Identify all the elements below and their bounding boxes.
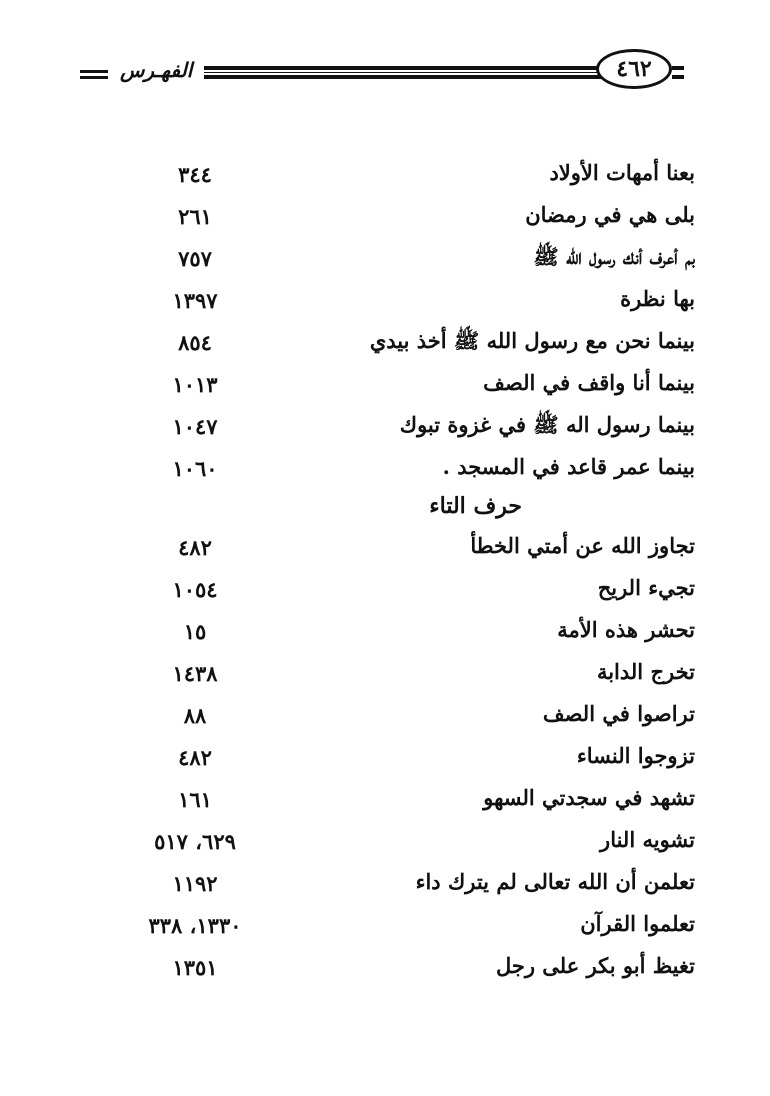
entry-page: ٧٥٧ <box>178 246 212 271</box>
entry-page: ١٦١ <box>178 787 212 812</box>
entry-text: بينما رسول اله ﷺ في غزوة تبوك <box>399 412 695 437</box>
page-number: ٤٦٢ <box>596 49 672 89</box>
entry-text: بم أعرف أنك رسول الله ﷺ <box>533 244 695 269</box>
entry-text: تجاوز الله عن أمتي الخطأ <box>470 533 695 558</box>
index-entry <box>0 785 770 825</box>
index-entry <box>0 244 770 284</box>
entry-text: تراصوا في الصف <box>542 701 695 726</box>
index-entry <box>0 412 770 452</box>
entry-text: تحشر هذه الأمة <box>557 617 695 642</box>
entry-text: بعنا أمهات الأولاد <box>549 160 695 185</box>
entry-page: ١٤٣٨ <box>172 661 218 686</box>
entry-page: ٤٨٢ <box>178 745 212 770</box>
index-entry <box>0 533 770 573</box>
entry-text: بينما عمر قاعد في المسجد . <box>442 454 695 479</box>
entry-page: ١٠٦٠ <box>172 456 218 481</box>
entry-page: ٣٤٤ <box>178 162 212 187</box>
entry-text: تزوجوا النساء <box>576 743 695 768</box>
entry-page: ١٠١٣ <box>172 372 218 397</box>
entry-page: ٨٨ <box>183 703 207 728</box>
entry-page: ٦٢٩، ٥١٧ <box>154 829 236 854</box>
entry-text: تشهد في سجدتي السهو <box>483 785 695 810</box>
entry-page: ١٥ <box>183 619 207 644</box>
entry-page: ٢٦١ <box>178 204 212 229</box>
entry-page: ١٣٣٠، ٣٣٨ <box>148 913 242 938</box>
entry-text: تغيظ أبو بكر على رجل <box>495 953 695 978</box>
entry-text: بلى هي في رمضان <box>525 202 695 227</box>
index-entry <box>0 202 770 242</box>
entry-text: تجيء الريح <box>597 575 695 600</box>
entry-text: تعلمن أن الله تعالى لم يترك داء <box>415 869 695 894</box>
entry-text: بينما نحن مع رسول الله ﷺ أخذ بيدي <box>369 328 695 353</box>
entry-page: ١٣٩٧ <box>172 288 218 313</box>
index-entry <box>0 701 770 741</box>
index-entry <box>0 575 770 615</box>
index-entry <box>0 286 770 326</box>
index-entry <box>0 617 770 657</box>
index-entry <box>0 911 770 951</box>
header-title: الفهـرس <box>120 58 193 82</box>
index-entry <box>0 743 770 783</box>
entry-text: تخرج الدابة <box>596 659 695 684</box>
entry-page: ١٠٤٧ <box>172 414 218 439</box>
entry-page: ٤٨٢ <box>178 535 212 560</box>
index-entry <box>0 953 770 993</box>
entry-text: تشويه النار <box>600 827 695 852</box>
index-entry <box>0 827 770 867</box>
index-entry <box>0 370 770 410</box>
index-entry <box>0 454 770 494</box>
entry-text: بها نظرة <box>620 286 695 311</box>
entry-page: ١٠٥٤ <box>172 577 218 602</box>
index-entry <box>0 659 770 699</box>
section-heading: حرف التاء <box>429 493 522 519</box>
index-entry <box>0 869 770 909</box>
entry-text: بينما أنا واقف في الصف <box>483 370 695 395</box>
entry-page: ٨٥٤ <box>178 330 212 355</box>
index-entry <box>0 160 770 200</box>
entry-text: تعلموا القرآن <box>580 911 695 936</box>
entry-page: ١٣٥١ <box>172 955 218 980</box>
entry-page: ١١٩٢ <box>172 871 218 896</box>
index-entry <box>0 328 770 368</box>
